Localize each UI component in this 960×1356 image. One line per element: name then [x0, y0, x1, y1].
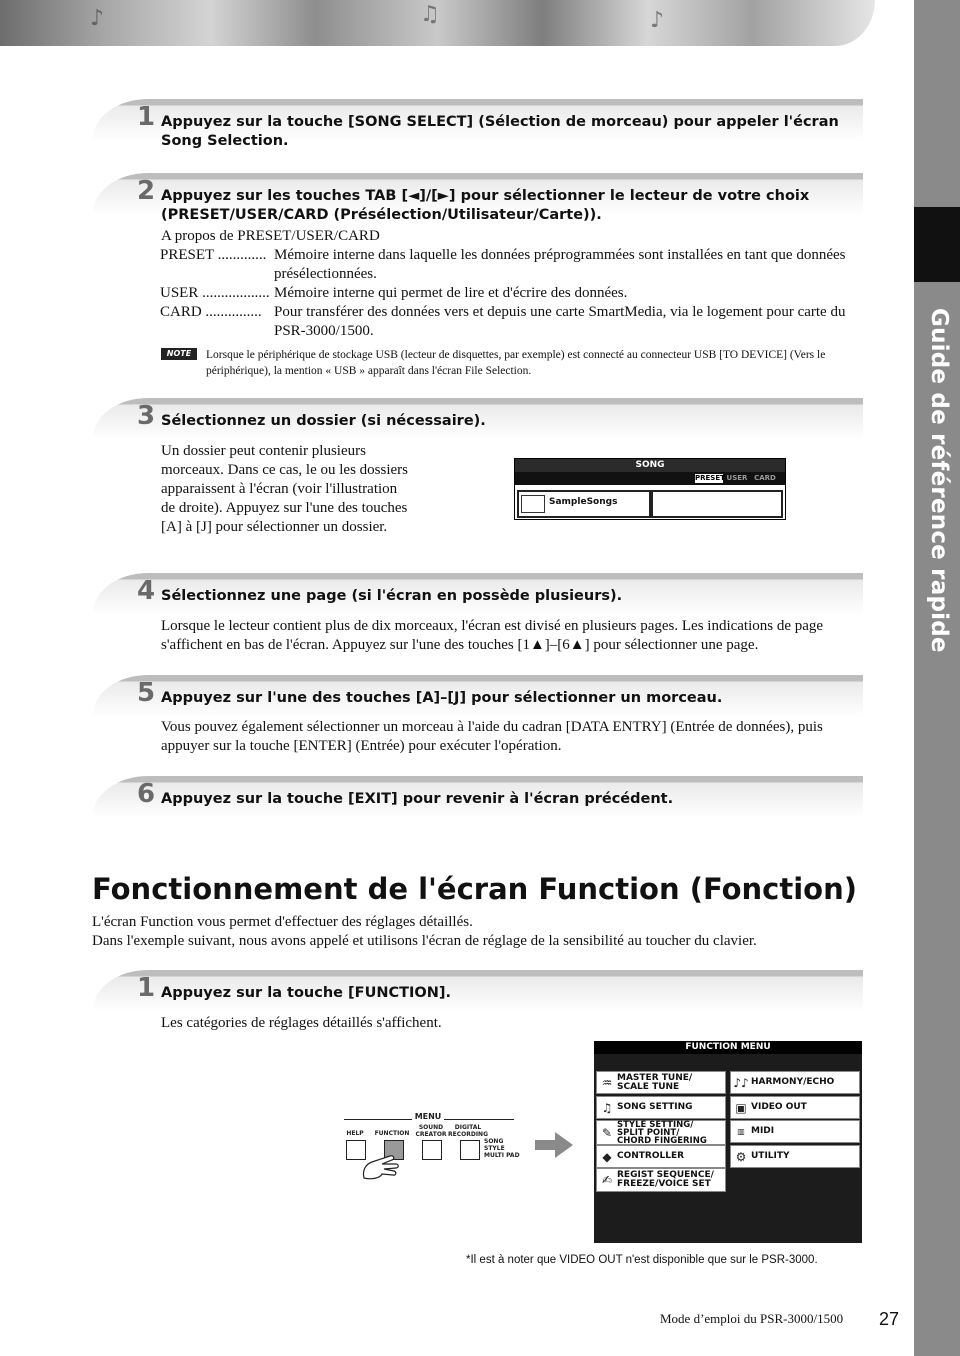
music-note-icon: ♫ — [420, 2, 440, 27]
step-number: 3 — [137, 401, 156, 431]
step-number: 4 — [137, 576, 156, 606]
step-2-text: Appuyez sur les touches TAB [◄]/[►] pour sélectionner le lecteur de votre choix (PRESET/USER/CARD (Présélection/Utilisateur/Carte)). — [161, 188, 810, 223]
about-label: PRESET ............. — [160, 247, 267, 263]
video-icon: ▣ — [735, 1100, 747, 1115]
about-desc: Mémoire interne dans laquelle les données préprogrammées sont installées en tant que données présélectionnées. — [274, 247, 846, 282]
note-text: Lorsque le périphérique de stockage USB (lecteur de disquettes, par exemple) est connecté au connecteur USB [TO DEVICE] (Vers le périphérique), la mention « USB » apparaît dans l'écran File Selection. — [206, 349, 826, 377]
function-step-1-body: Les catégories de réglages détaillés s'affichent. — [161, 1015, 442, 1031]
panel-divider — [344, 1119, 412, 1120]
function-menu-title: FUNCTION MENU — [594, 1041, 862, 1054]
section-title: Fonctionnement de l'écran Function (Fonction) — [92, 872, 857, 906]
about-heading: A propos de PRESET/USER/CARD — [161, 228, 380, 244]
midi-icon: ▥ — [737, 1127, 745, 1136]
harmony-icon: ♪♪ — [733, 1075, 749, 1090]
folder-name: SampleSongs — [549, 497, 618, 507]
menu-item-label: REGIST SEQUENCE/ FREEZE/VOICE SET — [617, 1170, 714, 1189]
footnote: *Il est à noter que VIDEO OUT n'est disponible que sur le PSR-3000. — [466, 1254, 818, 1266]
style-icon: ✎ — [601, 1125, 613, 1140]
menu-item-regist-sequence[interactable] — [596, 1168, 726, 1192]
tuning-icon: ♒ — [601, 1075, 613, 1090]
multi-pad-label: MULTI PAD — [484, 1152, 520, 1159]
menu-item-midi[interactable] — [730, 1120, 860, 1143]
song-label: SONG — [484, 1138, 504, 1145]
menu-label: MENU — [414, 1112, 442, 1121]
music-note-icon: ♪ — [650, 8, 665, 33]
sound-creator-button[interactable] — [422, 1140, 442, 1160]
menu-item-label: MIDI — [751, 1126, 775, 1136]
menu-item-harmony-echo[interactable] — [730, 1071, 860, 1094]
digital-recording-label: DIGITAL RECORDING — [448, 1124, 489, 1138]
tab-user[interactable]: USER — [726, 474, 748, 482]
music-note-icon: ♫ — [601, 1100, 613, 1115]
about-desc: Pour transférer des données vers et depuis une carte SmartMedia, via le logement pour carte du PSR-3000/1500. — [274, 304, 846, 339]
menu-item-label: UTILITY — [751, 1151, 790, 1161]
digital-recording-button[interactable] — [460, 1140, 480, 1160]
sidebar-title-text: Guide de référence rapide — [926, 308, 952, 653]
menu-item-style-setting[interactable] — [596, 1120, 726, 1145]
menu-item-video-out[interactable] — [730, 1096, 860, 1119]
step-1-text: Appuyez sur la touche [SONG SELECT] (Sélection de morceau) pour appeler l'écran Song Selection. — [161, 114, 839, 149]
step-number: 1 — [137, 102, 156, 132]
utility-icon: ⚙ — [735, 1149, 747, 1164]
menu-item-label: HARMONY/ECHO — [751, 1077, 835, 1087]
sound-creator-label: SOUND CREATOR — [415, 1124, 447, 1138]
step-6-text: Appuyez sur la touche [EXIT] pour revenir à l'écran précédent. — [161, 791, 674, 807]
menu-item-utility[interactable] — [730, 1145, 860, 1168]
panel-divider — [444, 1119, 514, 1120]
about-label: USER .................. — [160, 285, 270, 301]
note-badge: NOTE — [161, 348, 197, 360]
song-screen-title: SONG — [515, 459, 785, 472]
regist-icon: ✍ — [601, 1173, 613, 1187]
section-intro-2: Dans l'exemple suivant, nous avons appelé et utilisons l'écran de réglage de la sensibilité au toucher du clavier. — [92, 933, 757, 949]
arrow-right-icon — [535, 1132, 573, 1158]
step-3-text: Sélectionnez un dossier (si nécessaire). — [161, 413, 486, 429]
folder-item-empty[interactable] — [651, 490, 783, 518]
pointing-hand-icon — [360, 1148, 400, 1180]
section-intro-1: L'écran Function vous permet d'effectuer des réglages détaillés. — [92, 914, 473, 930]
step-number: 1 — [137, 973, 156, 1003]
panel-illustration — [344, 1110, 524, 1180]
step-4-body: Lorsque le lecteur contient plus de dix morceaux, l'écran est divisé en plusieurs pages. Les indications de page s'affichent en bas de l'écran. Appuyez sur l'une des touches [1▲]–[6▲] pour sélectionner une page. — [161, 618, 824, 653]
footer-manual: Mode d’emploi du PSR-3000/1500 — [660, 1311, 844, 1326]
step-number: 5 — [137, 678, 156, 708]
menu-item-controller[interactable] — [596, 1145, 726, 1168]
sidebar-title — [914, 282, 960, 653]
step-number: 2 — [137, 176, 156, 206]
menu-item-label: VIDEO OUT — [751, 1102, 807, 1112]
style-label: STYLE — [484, 1145, 505, 1152]
about-desc: Mémoire interne qui permet de lire et d'écrire des données. — [274, 285, 628, 301]
song-tabs — [515, 472, 785, 485]
folder-item[interactable] — [517, 490, 651, 518]
music-note-icon: ♪ — [90, 6, 105, 31]
song-screen — [514, 458, 786, 520]
step-5-text: Appuyez sur l'une des touches [A]–[J] pour sélectionner un morceau. — [161, 690, 723, 706]
menu-item-label: CONTROLLER — [617, 1151, 685, 1161]
step-5-body: Vous pouvez également sélectionner un morceau à l'aide du cadran [DATA ENTRY] (Entrée de données), puis appuyer sur la touche [ENTER] (Entrée) pour exécuter l'opération. — [161, 719, 823, 754]
about-list — [0, 246, 860, 346]
help-label: HELP — [346, 1130, 364, 1137]
tab-card[interactable]: CARD — [754, 474, 776, 482]
about-label: CARD ............... — [160, 304, 262, 320]
folder-icon — [521, 495, 545, 513]
menu-item-master-tune[interactable] — [596, 1071, 726, 1094]
sidebar — [914, 0, 960, 1356]
sidebar-marker — [914, 207, 960, 282]
page-number: 27 — [879, 1309, 900, 1329]
function-menu-screen — [594, 1041, 862, 1243]
step-4-text: Sélectionnez une page (si l'écran en possède plusieurs). — [161, 588, 623, 604]
controller-icon: ◆ — [602, 1149, 612, 1164]
menu-item-song-setting[interactable] — [596, 1096, 726, 1119]
menu-item-label: SONG SETTING — [617, 1102, 693, 1112]
header-banner — [0, 0, 875, 46]
menu-item-label: MASTER TUNE/ SCALE TUNE — [617, 1072, 693, 1092]
function-label: FUNCTION — [374, 1130, 410, 1137]
step-number: 6 — [137, 779, 156, 809]
tab-preset[interactable]: PRESET — [695, 474, 725, 482]
menu-item-label: STYLE SETTING/ SPLIT POINT/ CHORD FINGERING — [617, 1119, 707, 1146]
step-3-body: Un dossier peut contenir plusieurs morceaux. Dans ce cas, le ou les dossiers apparaissent à l'écran (voir l'illustration de droite). Appuyez sur l'une des touches [A] à [J] pour sélectionner un dossier. — [161, 443, 409, 535]
function-step-1-text: Appuyez sur la touche [FUNCTION]. — [161, 985, 452, 1001]
